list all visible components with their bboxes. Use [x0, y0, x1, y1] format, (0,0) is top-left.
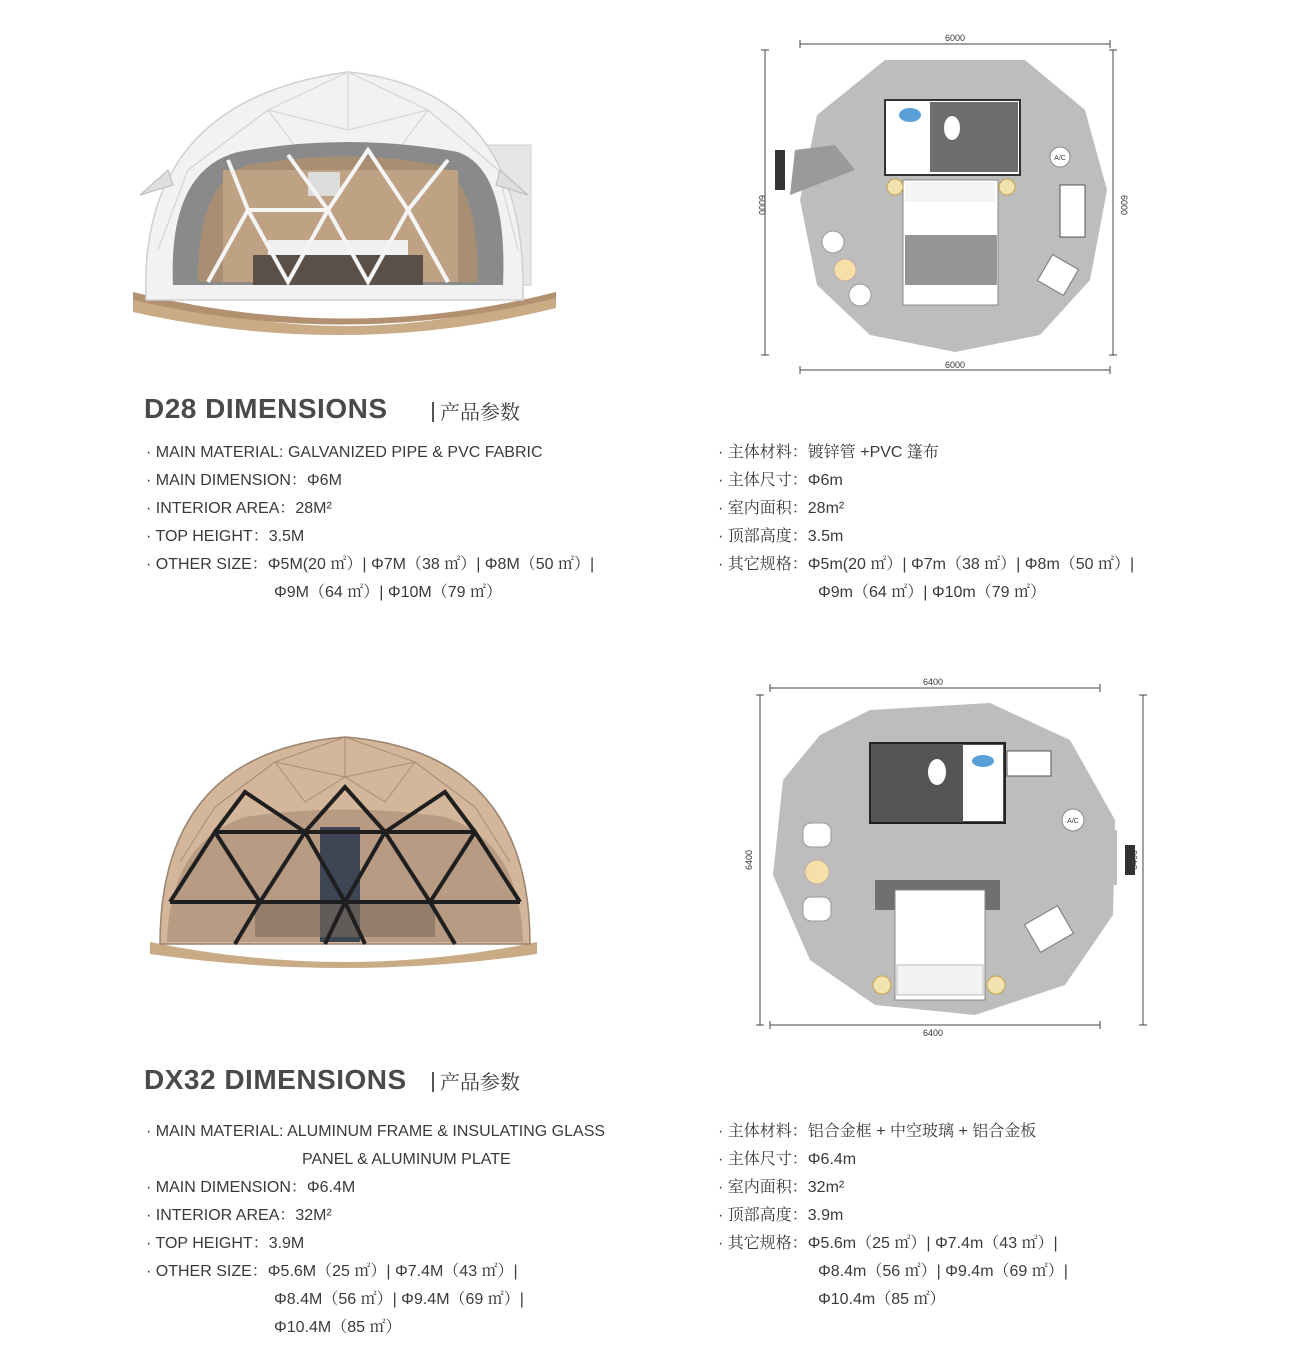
dx32-dim-bottom: 6400: [922, 1028, 944, 1038]
dx32-spec-en: [146, 1118, 605, 1342]
d28-dim-top: 6000: [944, 33, 966, 43]
list-item: · MAIN DIMENSION：Φ6.4M: [146, 1179, 356, 1196]
d28-dome-illustration: [128, 60, 568, 340]
d28-spec-cn: [718, 439, 1134, 607]
list-item: · 其它规格：Φ5.6m（25 ㎡）| Φ7.4m（43 ㎡）|: [718, 1235, 1058, 1252]
d28-dim-right: 6000: [1119, 194, 1129, 216]
d28-ac-label: A/C: [1054, 155, 1066, 162]
list-item: · 顶部高度：3.9m: [718, 1207, 844, 1224]
d28-floor-plan: [755, 30, 1129, 375]
list-item: · INTERIOR AREA：28M²: [146, 500, 332, 517]
list-item: · 主体材料：铝合金框 + 中空玻璃 + 铝合金板: [718, 1123, 1037, 1140]
title-separator: [432, 1072, 434, 1092]
dx32-ac-label: A/C: [1067, 818, 1079, 825]
d28-dim-left: 6000: [757, 194, 767, 216]
dx32-subtitle-text: 产品参数: [440, 1072, 520, 1094]
list-item-continuation: Φ9M（64 ㎡）| Φ10M（79 ㎡）: [274, 584, 502, 601]
dx32-dome-illustration: [145, 732, 545, 972]
list-item: · MAIN MATERIAL: GALVANIZED PIPE & PVC FABRIC: [146, 444, 543, 461]
list-item-continuation: Φ10.4M（85 ㎡）: [274, 1319, 402, 1336]
dx32-title: DX32 DIMENSIONS: [144, 1064, 407, 1095]
d28-subtitle: [432, 396, 520, 425]
list-item-continuation: Φ10.4m（85 ㎡）: [818, 1291, 946, 1308]
list-item: · 室内面积：28m²: [718, 500, 845, 517]
dx32-floor-plan: [745, 675, 1150, 1040]
dx32-subtitle: [432, 1066, 520, 1095]
list-item-continuation: PANEL & ALUMINUM PLATE: [302, 1151, 511, 1168]
list-item-continuation: Φ8.4m（56 ㎡）| Φ9.4m（69 ㎡）|: [818, 1263, 1068, 1280]
dx32-dim-right: 6400: [1129, 849, 1139, 871]
d28-subtitle-text: 产品参数: [440, 402, 520, 424]
list-item: · OTHER SIZE：Φ5.6M（25 ㎡）| Φ7.4M（43 ㎡）|: [146, 1263, 518, 1280]
list-item-continuation: Φ8.4M（56 ㎡）| Φ9.4M（69 ㎡）|: [274, 1291, 524, 1308]
list-item: · 室内面积：32m²: [718, 1179, 845, 1196]
list-item: · 主体材料：镀锌管 +PVC 篷布: [718, 444, 939, 461]
dx32-dim-left: 6400: [744, 849, 754, 871]
d28-title: D28 DIMENSIONS: [144, 393, 388, 424]
title-separator: [432, 402, 434, 422]
d28-dim-bottom: 6000: [944, 360, 966, 370]
list-item: · INTERIOR AREA：32M²: [146, 1207, 332, 1224]
list-item: · OTHER SIZE：Φ5M(20 ㎡）| Φ7M（38 ㎡）| Φ8M（50 ㎡）|: [146, 556, 595, 573]
list-item: · MAIN DIMENSION：Φ6M: [146, 472, 342, 489]
list-item: · 主体尺寸：Φ6.4m: [718, 1151, 857, 1168]
list-item: · 主体尺寸：Φ6m: [718, 472, 843, 489]
list-item: · TOP HEIGHT：3.5M: [146, 528, 305, 545]
dx32-spec-cn: [718, 1118, 1068, 1314]
d28-spec-en: [146, 439, 594, 607]
dx32-dim-top: 6400: [922, 677, 944, 687]
list-item: · MAIN MATERIAL: ALUMINUM FRAME & INSULATING GLASS: [146, 1123, 606, 1140]
list-item-continuation: Φ9m（64 ㎡）| Φ10m（79 ㎡）: [818, 584, 1046, 601]
list-item: · TOP HEIGHT：3.9M: [146, 1235, 305, 1252]
list-item: · 顶部高度：3.5m: [718, 528, 844, 545]
list-item: · 其它规格：Φ5m(20 ㎡）| Φ7m（38 ㎡）| Φ8m（50 ㎡）|: [718, 556, 1135, 573]
